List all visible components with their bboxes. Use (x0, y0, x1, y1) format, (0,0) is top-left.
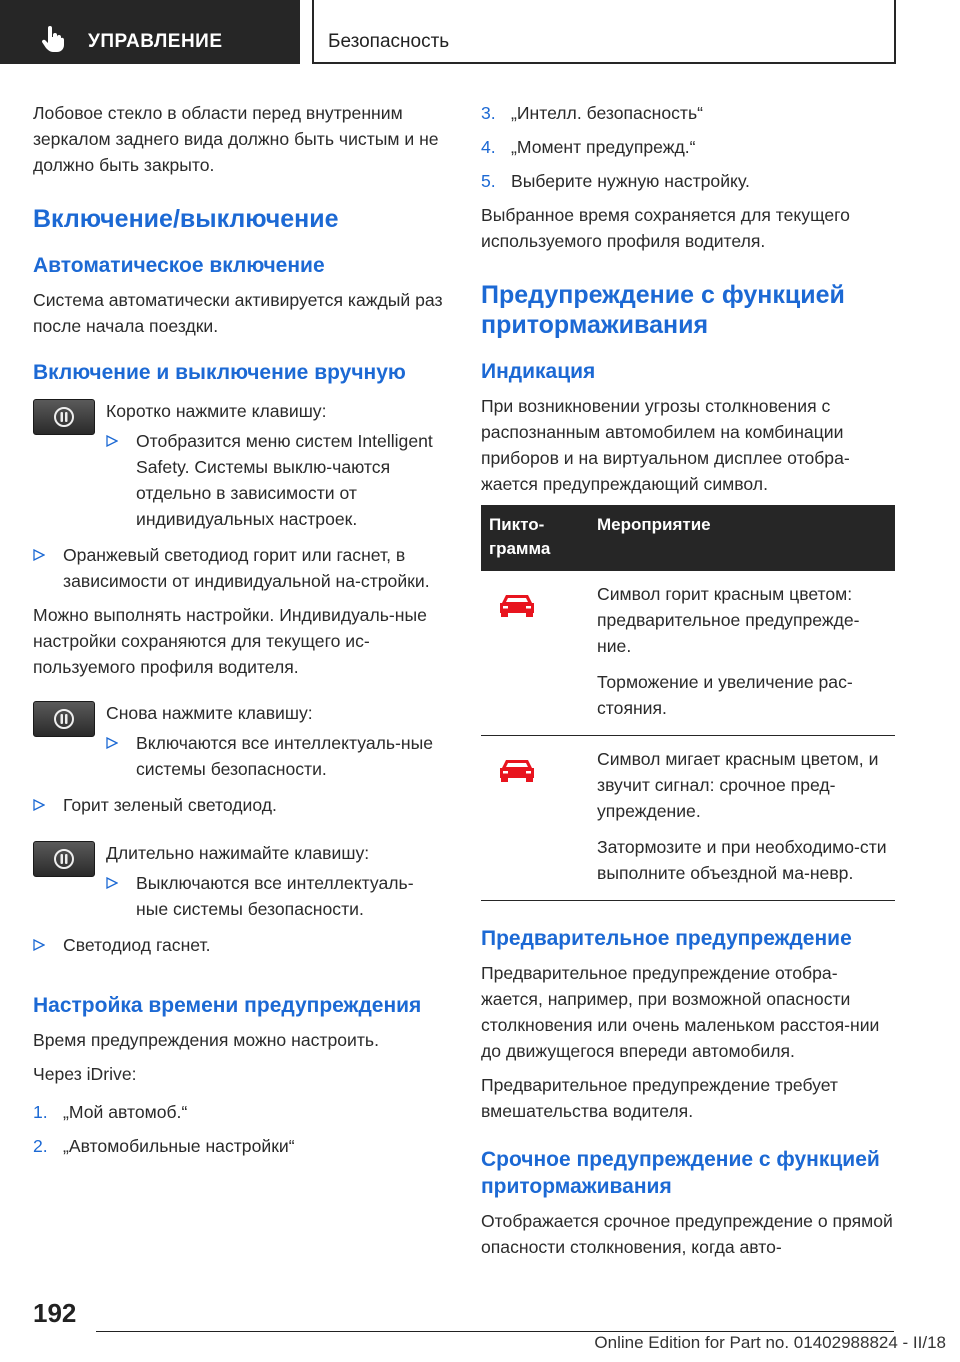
action-text: Символ мигает красным цветом, и звучит сигнал: срочное пред-упреждение. (597, 749, 879, 821)
individual-paragraph: Можно выполнять настройки. Индивидуаль-ные настройки сохраняются для текущего ис-пользуемого профиля водителя. (33, 605, 427, 677)
heading-urgent-warning: Срочное предупреждение с функцией притормаживания (481, 1148, 880, 1198)
button-result-3: Выключаются все интеллектуаль-ные системы безопасности. (106, 870, 443, 922)
heading-warning-time: Настройка времени предупреждения (33, 994, 422, 1017)
section-label: УПРАВЛЕНИЕ (88, 31, 223, 52)
led-status-1: Оранжевый светодиод горит или гаснет, в зависимости от индивидуальной на-стройки. (33, 542, 443, 594)
footer-divider (96, 1331, 894, 1332)
heading-auto: Автоматическое включение (33, 254, 325, 277)
auto-paragraph: Система автоматически активируется каждый раз после начала поездки. (33, 290, 443, 336)
bullet-triangle-icon (106, 877, 118, 889)
car-warning-icon (497, 756, 537, 784)
display-paragraph: При возникновении угрозы столкновения с распознанным автомобилем на комбинации приборов и на виртуальном дисплее отобра-жается предупреждающий символ. (481, 396, 850, 494)
bullet-triangle-icon (33, 939, 45, 951)
step-3: 3. „Интелл. безопасность“ (481, 103, 704, 123)
edition-text: Online Edition for Part no. 01402988824 - II/18 (594, 1333, 946, 1352)
urgent-paragraph: Отображается срочное предупреждение о прямой опасности столкновения, когда авто- (481, 1211, 893, 1257)
heading-on-off: Включение/выключение (33, 205, 339, 233)
action-text: Символ горит красным цветом: предварительное предупрежде-ние. (597, 584, 860, 656)
action-text: Затормозите и при необходимо-сти выполните объездной ма-невр. (597, 837, 887, 883)
symbol-table (481, 505, 895, 901)
table-header-action: Мероприятие (589, 505, 895, 571)
via-idrive: Через iDrive: (33, 1064, 137, 1084)
page-header (0, 0, 960, 66)
button-label-1: Коротко нажмите клавишу: (106, 401, 327, 421)
button-instruction-1 (33, 398, 443, 532)
table-row (481, 571, 895, 736)
table-row (481, 736, 895, 901)
pre-paragraph-1: Предварительное предупреждение отобра-жается, например, при возможной опасности столкновения или очень маленьком расстоя-нии до движущегося впереди автомобиля. (481, 963, 880, 1061)
topic-label: Безопасность (328, 31, 450, 52)
heading-display: Индикация (481, 360, 596, 383)
action-text: Торможение и увеличение рас-стояния. (597, 672, 853, 718)
step-5: 5. Выберите нужную настройку. (481, 171, 750, 191)
intelligent-safety-button-icon (33, 841, 95, 877)
right-column (481, 100, 895, 1268)
button-result-2: Включаются все интеллектуаль-ные системы безопасности. (106, 730, 443, 782)
bullet-triangle-icon (33, 549, 45, 561)
button-label-2: Снова нажмите клавишу: (106, 703, 313, 723)
pre-paragraph-2: Предварительное предупреждение требует вмешательства водителя. (481, 1075, 838, 1121)
table-header-pictogram: Пикто-грамма (481, 505, 589, 571)
page-number: 192 (33, 1298, 77, 1328)
step-2: 2. „Автомобильные настройки“ (33, 1136, 295, 1156)
intelligent-safety-button-icon (33, 399, 95, 435)
bullet-triangle-icon (106, 737, 118, 749)
step-1: 1. „Мой автомоб.“ (33, 1102, 188, 1122)
saved-paragraph: Выбранное время сохраняется для текущего используемого профиля водителя. (481, 205, 850, 251)
led-status-3: Светодиод гаснет. (33, 932, 443, 958)
intelligent-safety-button-icon (33, 701, 95, 737)
button-result-1: Отобразится меню систем Intelligent Safety. Системы выклю-чаются отдельно в зависимости от индивидуальных настроек. (106, 428, 443, 532)
button-instruction-2 (33, 700, 443, 782)
hand-pointer-icon (40, 26, 66, 52)
led-status-2: Горит зеленый светодиод. (33, 792, 443, 818)
button-instruction-3 (33, 840, 443, 922)
car-warning-icon (497, 591, 537, 619)
heading-pre-warning: Предварительное предупреждение (481, 927, 852, 950)
button-label-3: Длительно нажимайте клавишу: (106, 843, 370, 863)
time-paragraph: Время предупреждения можно настроить. (33, 1030, 379, 1050)
heading-brake-warning: Предупреждение с функцией притормаживания (481, 281, 845, 339)
topic-tab (312, 0, 896, 64)
bullet-triangle-icon (33, 799, 45, 811)
bullet-triangle-icon (106, 435, 118, 447)
step-4: 4. „Момент предупрежд.“ (481, 137, 696, 157)
left-column (33, 100, 443, 1167)
heading-manual: Включение и выключение вручную (33, 361, 406, 384)
section-tab (0, 0, 300, 64)
intro-paragraph: Лобовое стекло в области перед внутренним зеркалом заднего вида должно быть чистым и не должно быть закрыто. (33, 103, 439, 175)
